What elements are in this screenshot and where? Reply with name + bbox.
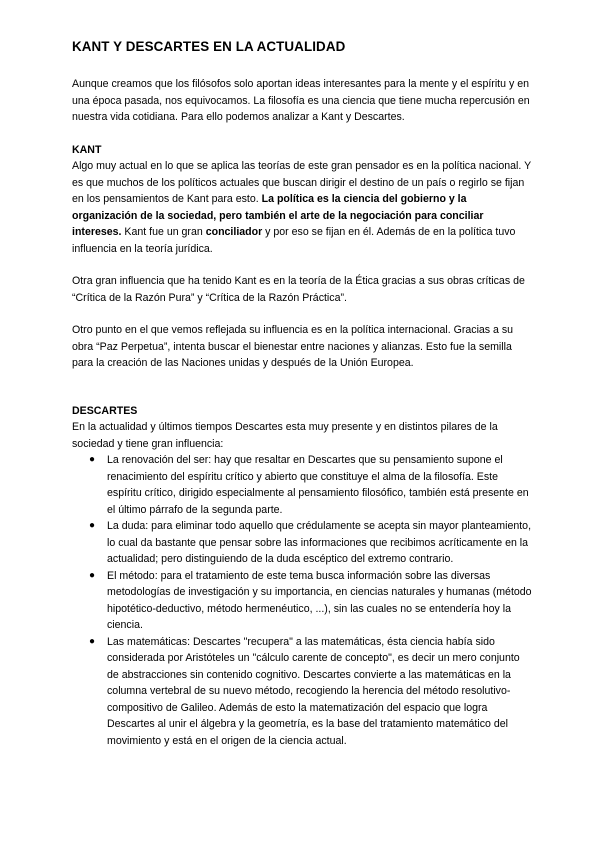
kant-p1-text-a: Algo muy actual en lo que se aplica las teorías de este gran pensador es en la política nacional. Y es que muchos de los políticos actuales que buscan dirigir el destino de un país o regirlo se fijan en los pensamientos de Kant para esto. [72, 160, 531, 205]
descartes-intro: En la actualidad y últimos tiempos Descartes esta muy presente y en distintos pilares de la sociedad y tiene gran influencia: [72, 421, 498, 450]
bullet-icon: ● [89, 520, 96, 531]
list-item-text: La duda: para eliminar todo aquello que crédulamente se acepta sin mayor planteamiento, lo cual da bastante que pensar sobre las informaciones que recibimos acríticamente en la actualidad; pero distinguiendo de la duda escéptico del extremo contrario. [107, 520, 532, 565]
list-item [89, 452, 532, 518]
list-item [89, 634, 532, 750]
document-page [72, 38, 532, 749]
list-item [89, 568, 532, 634]
kant-p1-text-c: Kant fue un gran [121, 226, 206, 238]
list-item [89, 518, 532, 568]
descartes-heading: DESCARTES [72, 404, 138, 417]
kant-paragraph-1 [72, 158, 532, 257]
kant-paragraph-2: Otra gran influencia que ha tenido Kant es en la teoría de la Ética gracias a sus obras críticas de “Crítica de la Razón Pura” y “Crítica de la Razón Práctica”. [72, 275, 525, 304]
bullet-icon: ● [89, 569, 96, 581]
bullet-icon: ● [89, 454, 96, 465]
descartes-list [72, 452, 532, 749]
intro-paragraph: Aunque creamos que los filósofos solo aportan ideas interesantes para la mente y el espíritu y en una época pasada, nos equivocamos. La filosofía es una ciencia que tiene mucha repercusión en nuestra vida cotidiana. Para ello podemos analizar a Kant y Descartes. [72, 78, 530, 123]
list-item-text: El método: para el tratamiento de este tema busca información sobre las diversas metodologías de investigación y su importancia, en ciencias naturales y humanas (método hipotético-deductivo, método hermenéutico, ...), sin las cuales no se entendería hoy la ciencia. [107, 569, 532, 631]
kant-p1-bold-conciliador: conciliador [205, 226, 263, 238]
kant-paragraph-3: Otro punto en el que vemos reflejada su influencia es en la política internacional. Gracias a su obra “Paz Perpetua”, intenta buscar el bienestar entre naciones y alianzas. Esto fue la semilla para la creación de las Naciones unidas y después de la Unión Europea. [72, 324, 514, 369]
kant-heading: KANT [72, 143, 102, 156]
document-title: KANT Y DESCARTES EN LA ACTUALIDAD [72, 39, 346, 54]
kant-p1-bold-definition: La política es la ciencia del gobierno y la organización de la sociedad, pero también el arte de la negociación para conciliar intereses. [72, 193, 484, 238]
list-item-text: Las matemáticas: Descartes "recupera" a las matemáticas, ésta ciencia había sido considerada por Aristóteles un "cálculo carente de concepto", es decir un mero conjunto de abstracciones sin contenido cognitivo. Descartes convierte a las matemáticas en la columna vertebral de su nuevo método, recogiendo la herencia del método resolutivo-compositivo de Galileo. Además de esto la matematización del espacio que logra Descartes al unir el álgebra y la geometría, es la base del tratamiento matemático del movimiento y está en el origen de la ciencia actual. [107, 635, 520, 747]
bullet-icon: ● [89, 635, 96, 647]
kant-p1-text-e: y por eso se fijan en él. Además de en la política tuvo influencia en la teoría jurídica. [72, 226, 516, 255]
list-item-text: La renovación del ser: hay que resaltar en Descartes que su pensamiento supone el renacimiento del espíritu crítico y abierto que constituye el alma de la filosofía. Este espíritu crítico, dirigido especialmente al pensamiento filosófico, también está presente en el último párrafo de la segunda parte. [107, 454, 529, 516]
